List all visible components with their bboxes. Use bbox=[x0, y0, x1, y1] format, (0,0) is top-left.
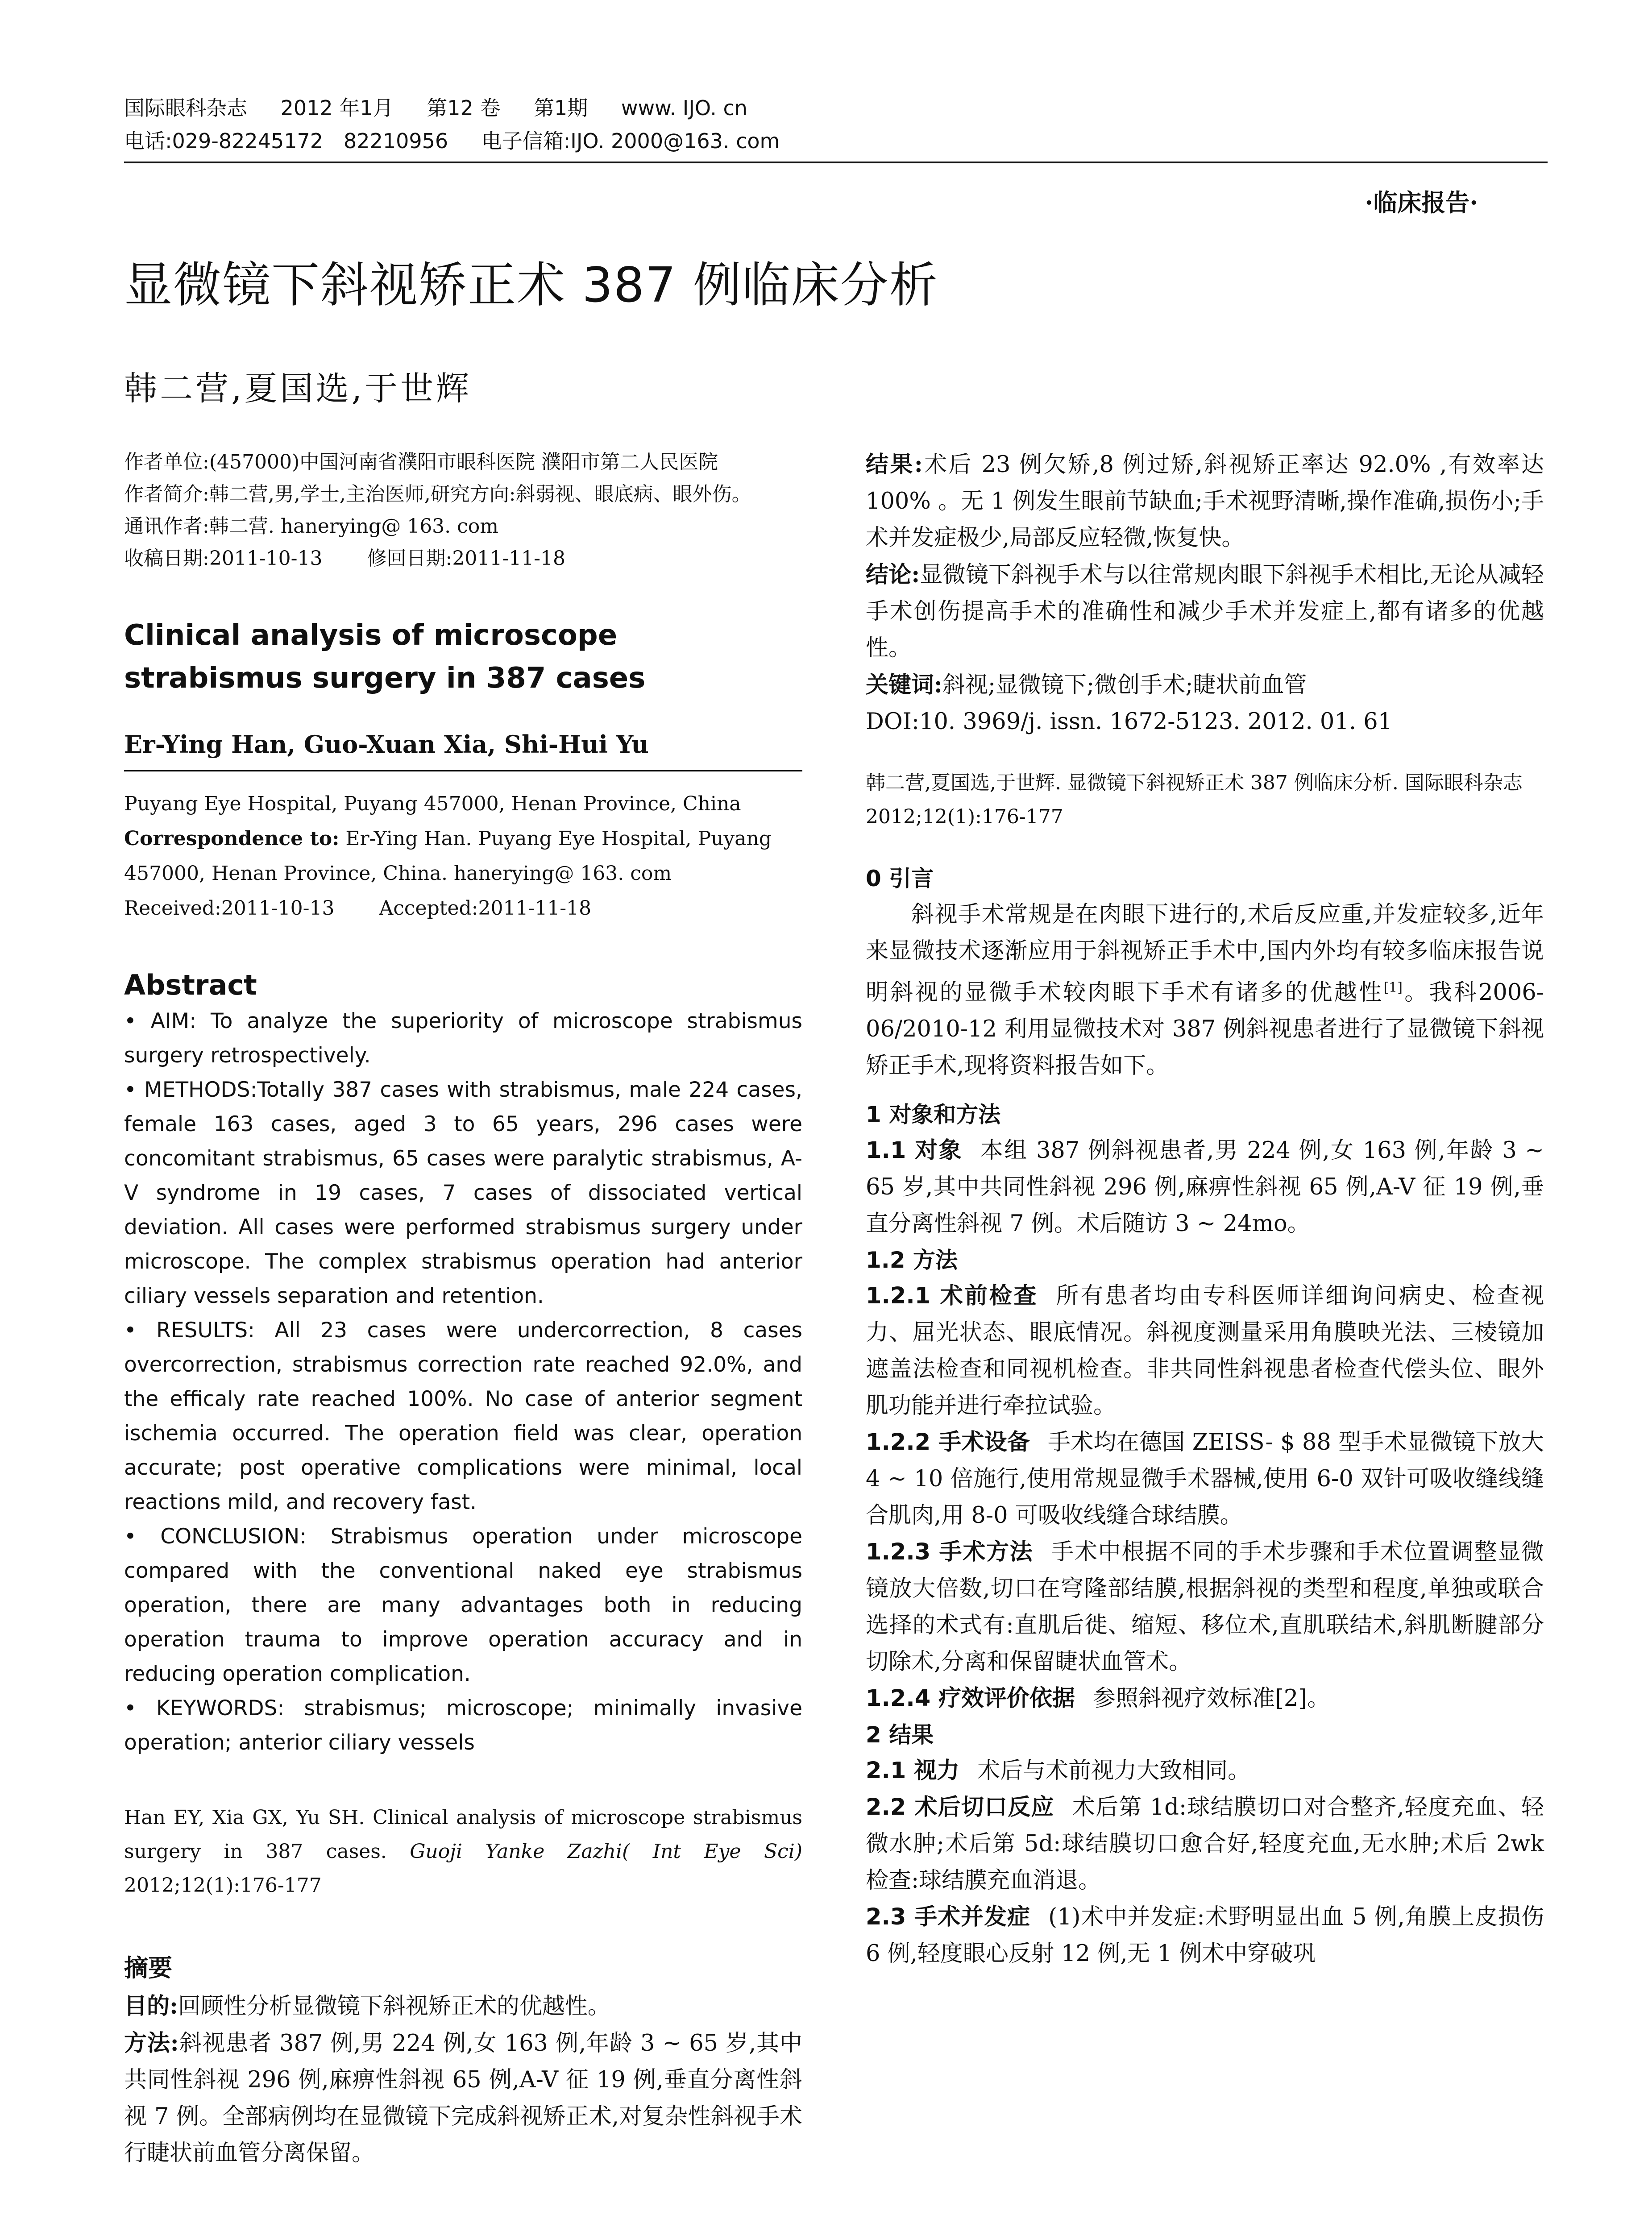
english-title: Clinical analysis of microscope strabismus surgery in 387 cases bbox=[124, 619, 646, 695]
dates-cn bbox=[124, 543, 802, 575]
section-2-2-label: 2.2 术后切口反应 bbox=[866, 1794, 1054, 1820]
section-1-2-2-label: 1.2.2 手术设备 bbox=[866, 1429, 1030, 1456]
journal-name: 国际眼科杂志 bbox=[124, 96, 247, 120]
citation-english bbox=[124, 1801, 802, 1903]
received-en: Received:2011-10-13 bbox=[124, 897, 335, 920]
english-abstract bbox=[124, 1004, 802, 1760]
section-1-2-2 bbox=[866, 1424, 1544, 1534]
abstract-aim: • AIM: To analyze the superiority of microscope strabismus surgery retrospectively. bbox=[124, 1009, 802, 1068]
section-1-1-text: 本组 387 例斜视患者,男 224 例,女 163 例,年龄 3 ~ 65 岁,其中共同性斜视 296 例,麻痹性斜视 65 例,A-V 征 19 例,垂直分离性斜视 7 例。术后随访 3 ~ 24mo。 bbox=[866, 1137, 1544, 1237]
citation-chinese: 韩二营,夏国选,于世辉. 显微镜下斜视矫正术 387 例临床分析. 国际眼科杂志 2012;12(1):176-177 bbox=[866, 771, 1523, 828]
section-2-1-text: 术后与术前视力大致相同。 bbox=[977, 1758, 1251, 1784]
article-authors: 韩二营,夏国选,于世辉 bbox=[124, 369, 472, 408]
section-2-2 bbox=[866, 1789, 1544, 1899]
cn-author-info bbox=[124, 446, 802, 575]
correspondence-en bbox=[124, 821, 802, 891]
cn-keywords-text: 斜视;显微镜下;微创手术;睫状前血管 bbox=[942, 672, 1307, 698]
intro-text-1: 斜视手术常规是在肉眼下进行的,术后反应重,并发症较多,近年来显微技术逐渐应用于斜视矫正手术中,国内外均有较多临床报告说明斜视的显微手术较肉眼下手术有诸多的优越性 bbox=[866, 901, 1544, 1006]
volume: 第12 卷 bbox=[427, 96, 501, 120]
section-2-3-text: (1)术中并发症:术野明显出血 5 例,角膜上皮损伤 6 例,轻度眼心反射 12 例,无 1 例术中穿破巩 bbox=[866, 1904, 1544, 1967]
intro-text-2: 。我科2006-06/2010-12 利用显微技术对 387 例斜视患者进行了显微镜下斜视矫正手术,现将资料报告如下。 bbox=[866, 979, 1544, 1079]
english-authors: Er-Ying Han, Guo-Xuan Xia, Shi-Hui Yu bbox=[124, 730, 802, 771]
revised-cn: 修回日期:2011-11-18 bbox=[367, 547, 566, 570]
issue-date: 2012 年1月 bbox=[280, 96, 394, 120]
right-column bbox=[866, 446, 1544, 1972]
section-1-2-1 bbox=[866, 1278, 1544, 1424]
article-title: 显微镜下斜视矫正术 387 例临床分析 bbox=[124, 257, 938, 313]
section-2-1 bbox=[866, 1753, 1544, 1789]
cn-keywords-label: 关键词: bbox=[866, 672, 942, 698]
author-bio-cn: 作者简介:韩二营,男,学士,主治医师,研究方向:斜弱视、眼底病、眼外伤。 bbox=[124, 483, 751, 506]
cn-abstract-keywords bbox=[866, 667, 1544, 704]
citation-en-after: 2012;12(1):176-177 bbox=[124, 1874, 322, 1897]
intro-reference: [1] bbox=[1383, 980, 1403, 995]
section-1-2-4-label: 1.2.4 疗效评价依据 bbox=[866, 1685, 1075, 1712]
correspondence-cn: 通讯作者:韩二营. hanerying@ 163. com bbox=[124, 515, 499, 538]
section-2-3 bbox=[866, 1899, 1544, 1972]
cn-abstract-aim bbox=[124, 1988, 802, 2025]
affiliation-en: Puyang Eye Hospital, Puyang 457000, Henan Province, China bbox=[124, 792, 741, 815]
abstract-methods: • METHODS:Totally 387 cases with strabismus, male 224 cases, female 163 cases, aged 3 to 65 years, 296 cases were concomitant strabismus, 65 cases were paralytic strabismus, A-V syndrome in 19 cases, 7 cases of dissociated vertical deviation. All cases were performed strabismus surgery under microscope. The complex strabismus operation had anterior ciliary vessels separation and retention. bbox=[124, 1078, 802, 1308]
cn-methods-text: 斜视患者 387 例,男 224 例,女 163 例,年龄 3 ~ 65 岁,其中共同性斜视 296 例,麻痹性斜视 65 例,A-V 征 19 例,垂直分离性斜视 7 例。全部病例均在显微镜下完成斜视矫正术,对复杂性斜视手术行睫状前血管分离保留。 bbox=[124, 2030, 802, 2166]
website: www. IJO. cn bbox=[621, 96, 747, 120]
citation-en-journal: Guoji Yanke Zazhi( Int Eye Sci) bbox=[410, 1840, 802, 1863]
cn-abstract-heading: 摘要 bbox=[124, 1953, 172, 1982]
correspondence-label: Correspondence to: bbox=[124, 827, 340, 850]
section-1-2-heading: 1.2 方法 bbox=[866, 1247, 958, 1273]
section-2-1-label: 2.1 视力 bbox=[866, 1758, 960, 1784]
cn-aim-label: 目的: bbox=[124, 1993, 178, 2020]
section-1-2-4 bbox=[866, 1680, 1544, 1717]
section-1-2-3-label: 1.2.3 手术方法 bbox=[866, 1539, 1034, 1565]
cn-abstract-results bbox=[866, 446, 1544, 556]
section-1-2-1-label: 1.2.1 术前检查 bbox=[866, 1283, 1038, 1309]
intro-paragraph bbox=[866, 896, 1544, 1084]
cn-abstract-conclusion bbox=[866, 556, 1544, 667]
cn-conclusion-text: 显微镜下斜视手术与以往常规肉眼下斜视手术相比,无论从减轻手术创伤提高手术的准确性和减少手术并发症上,都有诸多的优越性。 bbox=[866, 562, 1544, 661]
header-row-contact bbox=[124, 124, 1548, 158]
header-divider bbox=[124, 162, 1548, 163]
dates-en bbox=[124, 891, 802, 926]
abstract-keywords: • KEYWORDS: strabismus; microscope; minimally invasive operation; anterior ciliary vessels bbox=[124, 1696, 802, 1755]
english-author-info bbox=[124, 787, 802, 926]
doi: DOI:10. 3969/j. issn. 1672-5123. 2012. 01. 61 bbox=[866, 709, 1393, 735]
section-2-2-text: 术后第 1d:球结膜切口对合整齐,轻度充血、轻微水肿;术后第 5d:球结膜切口愈合好,轻度充血,无水肿;术后 2wk 检查:球结膜充血消退。 bbox=[866, 1794, 1544, 1894]
cn-conclusion-label: 结论: bbox=[866, 561, 920, 588]
left-column bbox=[124, 446, 802, 2172]
cn-results-label: 结果: bbox=[866, 451, 923, 478]
accepted-en: Accepted:2011-11-18 bbox=[379, 897, 592, 920]
section-2-heading: 2 结果 bbox=[866, 1722, 934, 1748]
section-1-2-1-text: 所有患者均由专科医师详细询问病史、检查视力、屈光状态、眼底情况。斜视度测量采用角膜映光法、三棱镜加遮盖法检查和同视机检查。非共同性斜视患者检查代偿头位、眼外肌功能并进行牵拉试验。 bbox=[866, 1283, 1544, 1419]
section-2-3-label: 2.3 手术并发症 bbox=[866, 1904, 1031, 1930]
cn-aim-text: 回顾性分析显微镜下斜视矫正术的优越性。 bbox=[178, 1993, 610, 2020]
issue: 第1期 bbox=[534, 96, 588, 120]
abstract-results: • RESULTS: All 23 cases were undercorrection, 8 cases overcorrection, strabismus correction rate reached 92.0%, and the efficaly rate reached 100%. No case of anterior segment ischemia occurred. The operation field was clear, operation accurate; post operative complications were minimal, local reactions mild, and recovery fast. bbox=[124, 1318, 802, 1514]
abstract-heading: Abstract bbox=[124, 969, 257, 1001]
affiliation-cn: 作者单位:(457000)中国河南省濮阳市眼科医院 濮阳市第二人民医院 bbox=[124, 451, 718, 473]
section-1-heading: 1 对象和方法 bbox=[866, 1102, 1001, 1128]
cn-methods-label: 方法: bbox=[124, 2030, 179, 2057]
section-1-2-3-text: 手术中根据不同的手术步骤和手术位置调整显微镜放大倍数,切口在穹隆部结膜,根据斜视的类型和程度,单独或联合选择的术式有:直肌后徙、缩短、移位术,直肌联结术,斜肌断腱部分切除术,分离和保留睫状血管术。 bbox=[866, 1539, 1544, 1675]
running-header bbox=[124, 91, 1548, 158]
phone: 电话:029-82245172 82210956 bbox=[124, 129, 448, 153]
section-tag: ·临床报告· bbox=[1365, 188, 1478, 217]
cn-abstract-methods-start bbox=[124, 2025, 802, 2172]
correspondence-text: Er-Ying Han. Puyang Eye Hospital, Puyang 457000, Henan Province, China. hanerying@ 163. com bbox=[124, 827, 772, 885]
section-1-1 bbox=[866, 1132, 1544, 1242]
section-1-2-4-text: 参照斜视疗效标准[2]。 bbox=[1092, 1685, 1330, 1712]
citation-en-before: Han EY, Xia GX, Yu SH. Clinical analysis of microscope strabismus surgery in 387 cases. bbox=[124, 1806, 802, 1863]
email: 电子信箱:IJO. 2000@163. com bbox=[481, 129, 780, 153]
abstract-conclusion: • CONCLUSION: Strabismus operation under microscope compared with the conventional naked eye strabismus operation, there are many advantages both in reducing operation trauma to improve operation accuracy and in reducing operation complication. bbox=[124, 1524, 802, 1686]
section-1-2-2-text: 手术均在德国 ZEISS- $ 88 型手术显微镜下放大 4 ~ 10 倍施行,使用常规显微手术器械,使用 6-0 双针可吸收缝线缝合肌肉,用 8-0 可吸收线缝合球结膜。 bbox=[866, 1429, 1544, 1529]
header-row-journal bbox=[124, 91, 1548, 124]
intro-heading: 0 引言 bbox=[866, 866, 934, 892]
section-1-2-3 bbox=[866, 1534, 1544, 1680]
cn-results-text: 术后 23 例欠矫,8 例过矫,斜视矫正率达 92.0% ,有效率达 100% 。无 1 例发生眼前节缺血;手术视野清晰,操作准确,损伤小;手术并发症极少,局部反应轻微,恢复快。 bbox=[866, 452, 1544, 551]
received-cn: 收稿日期:2011-10-13 bbox=[124, 547, 323, 570]
section-1-1-label: 1.1 对象 bbox=[866, 1137, 963, 1164]
